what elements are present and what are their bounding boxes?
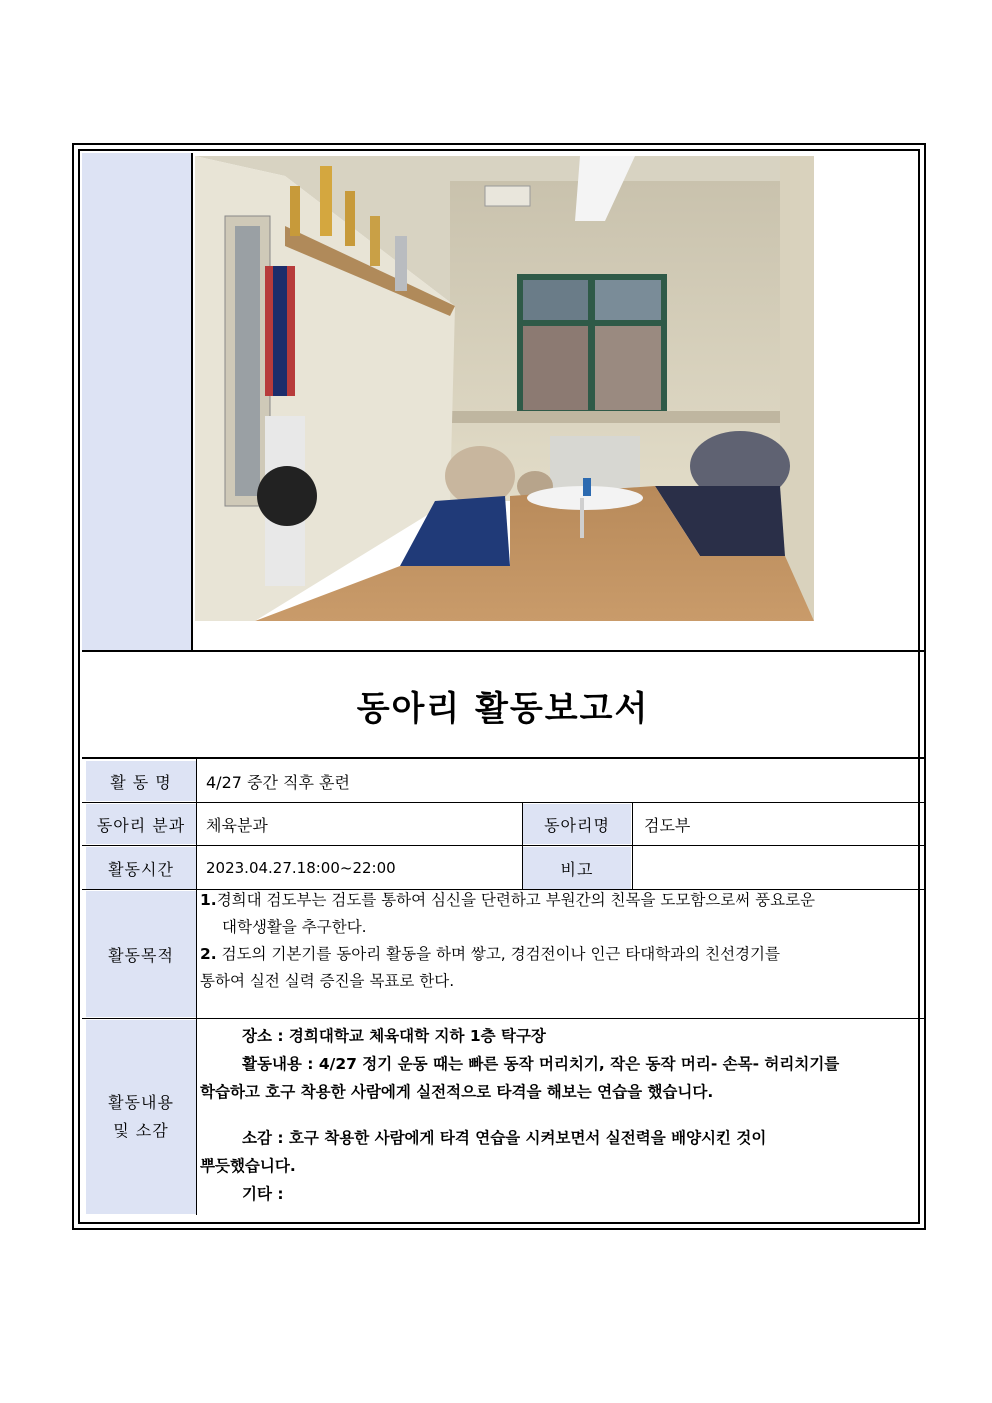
content-line-a: 활동내용 : 4/27 정기 운동 때는 빠른 동작 머리치기, 작은 동작 머리- 손목- 허리치기를 — [242, 1055, 840, 1073]
report-title: 동아리 활동보고서 — [356, 688, 650, 729]
purpose-2-line-b: 통하여 실전 실력 증진을 목표로 한다. — [200, 972, 455, 990]
activity-name-value: 4/27 중간 직후 훈련 — [206, 772, 350, 792]
place-line: 장소 : 경희대학교 체육대학 지하 1층 탁구장 — [242, 1027, 546, 1045]
title-bottom-line — [82, 757, 924, 759]
activity-name-label: 활 동 명 — [86, 761, 196, 801]
content-label-line-1: 활동내용 — [108, 1093, 174, 1112]
club-name-label: 동아리명 — [523, 804, 631, 844]
time-value: 2023.04.27.18:00~22:00 — [206, 859, 396, 877]
content-label — [86, 1020, 196, 1214]
etc-line: 기타 : — [242, 1185, 284, 1203]
content-label-line-2: 및 소감 — [113, 1121, 169, 1140]
purpose-1-line-b: 대학생활을 추구한다. — [222, 918, 367, 936]
row-line — [82, 845, 924, 846]
note-value — [644, 847, 914, 889]
content-line-b: 학습하고 호구 착용한 사람에게 실전적으로 타격을 해보는 연습을 했습니다. — [200, 1083, 714, 1101]
time-label: 활동시간 — [86, 847, 196, 889]
purpose-1-number: 1. — [200, 891, 217, 909]
purpose-2-number: 2. — [200, 945, 217, 963]
club-name-value: 검도부 — [644, 815, 691, 835]
purpose-label: 활동목적 — [86, 891, 196, 1017]
photo-side-cell — [82, 153, 192, 651]
row-line — [82, 1018, 924, 1019]
clubroom-photo — [195, 156, 814, 621]
impression-line-a: 소감 : 호구 착용한 사람에게 타격 연습을 시켜보면서 실전력을 배양시킨 것이 — [242, 1129, 767, 1147]
note-label: 비고 — [523, 847, 631, 889]
purpose-2-line-a: 검도의 기본기를 동아리 활동을 하며 쌓고, 경검전이나 인근 타대학과의 친선경기를 — [216, 945, 780, 963]
content-text — [200, 1022, 922, 1208]
photo-divider — [191, 153, 193, 651]
row-line — [82, 802, 924, 803]
impression-line-b: 뿌듯했습니다. — [200, 1157, 296, 1175]
purpose-text — [200, 887, 920, 995]
division-label: 동아리 분과 — [86, 804, 196, 844]
purpose-1-line-a: 경희대 검도부는 검도를 통하여 심신을 단련하고 부원간의 친목을 도모함으로써 풍요로운 — [216, 891, 816, 909]
division-value: 체육분과 — [206, 815, 268, 835]
label-column-divider — [196, 759, 197, 1215]
